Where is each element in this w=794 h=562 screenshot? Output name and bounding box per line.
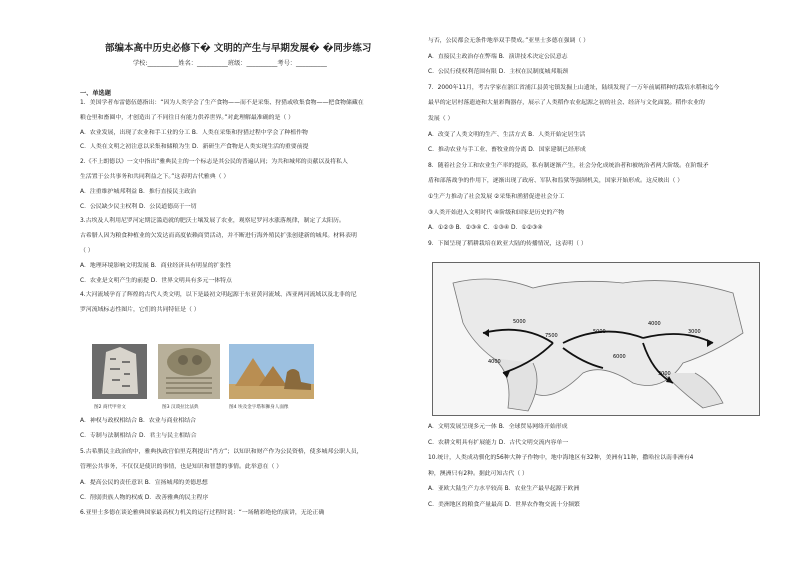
text-line: A．文明发展呈现多元一体 B．全球贸易网络开始形成 xyxy=(428,424,568,430)
text-line: C．美洲地区的粮食产量最高 D．世界农作物交流十分频繁 xyxy=(428,502,580,508)
text-line: C．推动农业与手工业、畜牧业的分离 D．国家建制已经形成 xyxy=(428,147,586,154)
figure-caption-2: 图2 商代甲骨文 xyxy=(94,405,126,410)
text-line: 盾和部落战争的作用下，逐渐出现了政府、军队和监狱等强制机关，国家开始形成。这反映出（ ） xyxy=(428,178,684,185)
text-line: C．农业是文明产生的前提 D．世界文明具有多元一体特点 xyxy=(80,277,232,284)
map-label: 6000 xyxy=(613,354,626,360)
text-line: 2.《不上朗德以》一文中指出“雅典民主的一个标志是其公民的普遍认同；为共和城邦的贡献以及将私人 xyxy=(80,159,348,166)
text-line: 6.亚里士多德在谈论雅典国家最高权力机关的运行过程时说：“一场精彩绝伦的演讲，无论正确 xyxy=(80,510,325,517)
text-line: A．直接民主政治存在弊端 B．演讲技术决定公民意志 xyxy=(428,53,568,60)
text-line: 发展（ ） xyxy=(428,116,454,122)
document-title: 部编本高中历史必修下� 文明的产生与早期发展� �同步练习 xyxy=(105,43,372,54)
text-line: 古希腊人因为粮食种植业的欠发达而高度依赖商贸活动，并不断进行海外殖民扩张创建新的城邦。材料表明 xyxy=(80,233,357,240)
text-line: 粮仓里和畜圈中，才创造出了不同往日有能力供养世界。”对此理解最准确的是（ ） xyxy=(80,114,295,121)
map-label: 7500 xyxy=(545,333,558,339)
text-line: C．专制与法制相结合 D．君主与民主相结合 xyxy=(80,433,197,440)
text-line: A．注重维护城邦利益 B．推行直接民主政治 xyxy=(80,188,196,195)
text-line: 4.大河流域孕育了辉煌的古代人类文明，以下是最初文明起源于东亚黄河流域、西亚两河流域以及北非的尼 xyxy=(80,292,357,299)
text-line: A．改变了人类文明的生产、生活方式 B．人类开始定居生活 xyxy=(428,131,586,138)
map-label: 4000 xyxy=(648,321,661,327)
text-line: A．①②③ B．②③④ C．①③④ D．①②③④ xyxy=(428,225,543,232)
text-line: C．公民缺少民主权利 D．公民道德高于一切 xyxy=(80,203,197,210)
map-label: 3000 xyxy=(658,371,671,377)
text-line: （ ） xyxy=(80,248,94,254)
pyramid-sphinx-image xyxy=(229,344,314,399)
text-line: 8．随着社会分工和农业生产率的提高，私有制逐渐产生，社会分化成统治者和被统治者两大阶级。在阶级矛 xyxy=(428,162,709,169)
agriculture-spread-map xyxy=(432,262,760,416)
text-line: A．农业发展，出现了农业和手工业的分工 B．人类在采集和狩猎过程中学会了种植作物 xyxy=(80,129,308,136)
text-line: C．农耕文明具有扩展能力 D．古代文明交流内容单一 xyxy=(428,439,569,446)
text-line: 管理公共事务，不仅仅是使识的事情，也是知识和智慧的事情。此举意在（ ） xyxy=(80,464,283,471)
figure-caption-3: 图3 汉谟拉比法典 xyxy=(162,405,199,410)
map-label: 3000 xyxy=(688,329,701,335)
text-line: 罗河流域标志性图片，它们的共同特征是（ ） xyxy=(80,307,200,314)
map-label: 5000 xyxy=(513,319,526,325)
text-line: 10.统计，人类成功驯化的56种大种子作物中，地中海地区有32种，美洲有11种，撒哈拉以南非洲有4 xyxy=(428,455,694,462)
student-info-line: 学校:__________姓名：__________班级：__________考号：__________ xyxy=(133,60,327,67)
map-label: 5000 xyxy=(593,329,606,335)
text-line: 与否，公民都会无条件地举双手赞成。”亚里士多德在强调（ ） xyxy=(428,38,590,44)
text-line: 生活置于公共事务和共同利益之下。”这表明古代雅典（ ） xyxy=(80,174,230,180)
text-line: 最早的定居村落遗迹和大量彩陶器存，展示了人类稻作农业起源之初的社会、经济与文化面貌。稻作农业的 xyxy=(428,100,705,107)
hammurabi-code-image xyxy=(158,344,220,399)
text-line: ③人类开始进入文明时代 ④阶级和国家是历史的产物 xyxy=(428,209,565,216)
map-drawing xyxy=(433,263,759,415)
text-line: C．公民行使权利范围有限 D．主权在民制度城邦瓶颈 xyxy=(428,69,569,76)
text-line: A．神权与政权相结合 B．农业与商业相结合 xyxy=(80,418,196,424)
text-line: A．提高公民的责任意识 B．宣扬城邦的美德思想 xyxy=(80,479,208,486)
text-line: 种，澳洲只有2种。据此可知古代（ ） xyxy=(428,470,528,477)
text-line: C．削弱贵族人物的权威 D．改善雅典的民主程序 xyxy=(80,495,209,501)
text-line: A．亚欧大陆生产力水平较高 B．农业生产最早起源于欧洲 xyxy=(428,486,580,493)
map-label: 4000 xyxy=(488,359,501,365)
text-line: 3.古埃及人利用尼罗河定期泛滥造就的肥沃土壤发展了农业，观察尼罗河水涨落规律，制定了太阳历。 xyxy=(80,218,345,225)
text-line: 7．2000年11月，考古学家在浙江省浦江县黄宅镇发掘上山遗址，陆续发现了一万年前属稻种的栽培水稻和迄今 xyxy=(428,84,720,91)
section-heading: 一、单选题 xyxy=(80,90,111,97)
text-line: 5.古希腊民主政治的中，雅典执政官伯里克利提出“肖方”；以知识和财产作为公民资格，使多城邦公职人员， xyxy=(80,448,363,455)
text-line: 1．美国学者布雷德伍德指出：“因为人类学会了生产食物——而不是采集、狩猎或收集食物——把食物储藏在 xyxy=(80,100,364,106)
oracle-bone-image xyxy=(92,344,147,399)
text-line: A．地理环境影响文明发展 B．商业经济具有明显的扩张性 xyxy=(80,262,232,269)
figure-caption-4: 图4 埃及金字塔和狮身人面像 xyxy=(229,405,289,410)
text-line: 9．下图呈现了稻耕栽培在欧亚大陆的传播情况，这表明（ ） xyxy=(428,240,587,247)
text-line: C．人类在文明之初注意以采集和储粮为生 D．新研生产食物是人类实现生活的重要前提 xyxy=(80,144,309,151)
text-line: ①生产力推动了社会发展 ②采集和渔猎促进社会分工 xyxy=(428,194,565,200)
